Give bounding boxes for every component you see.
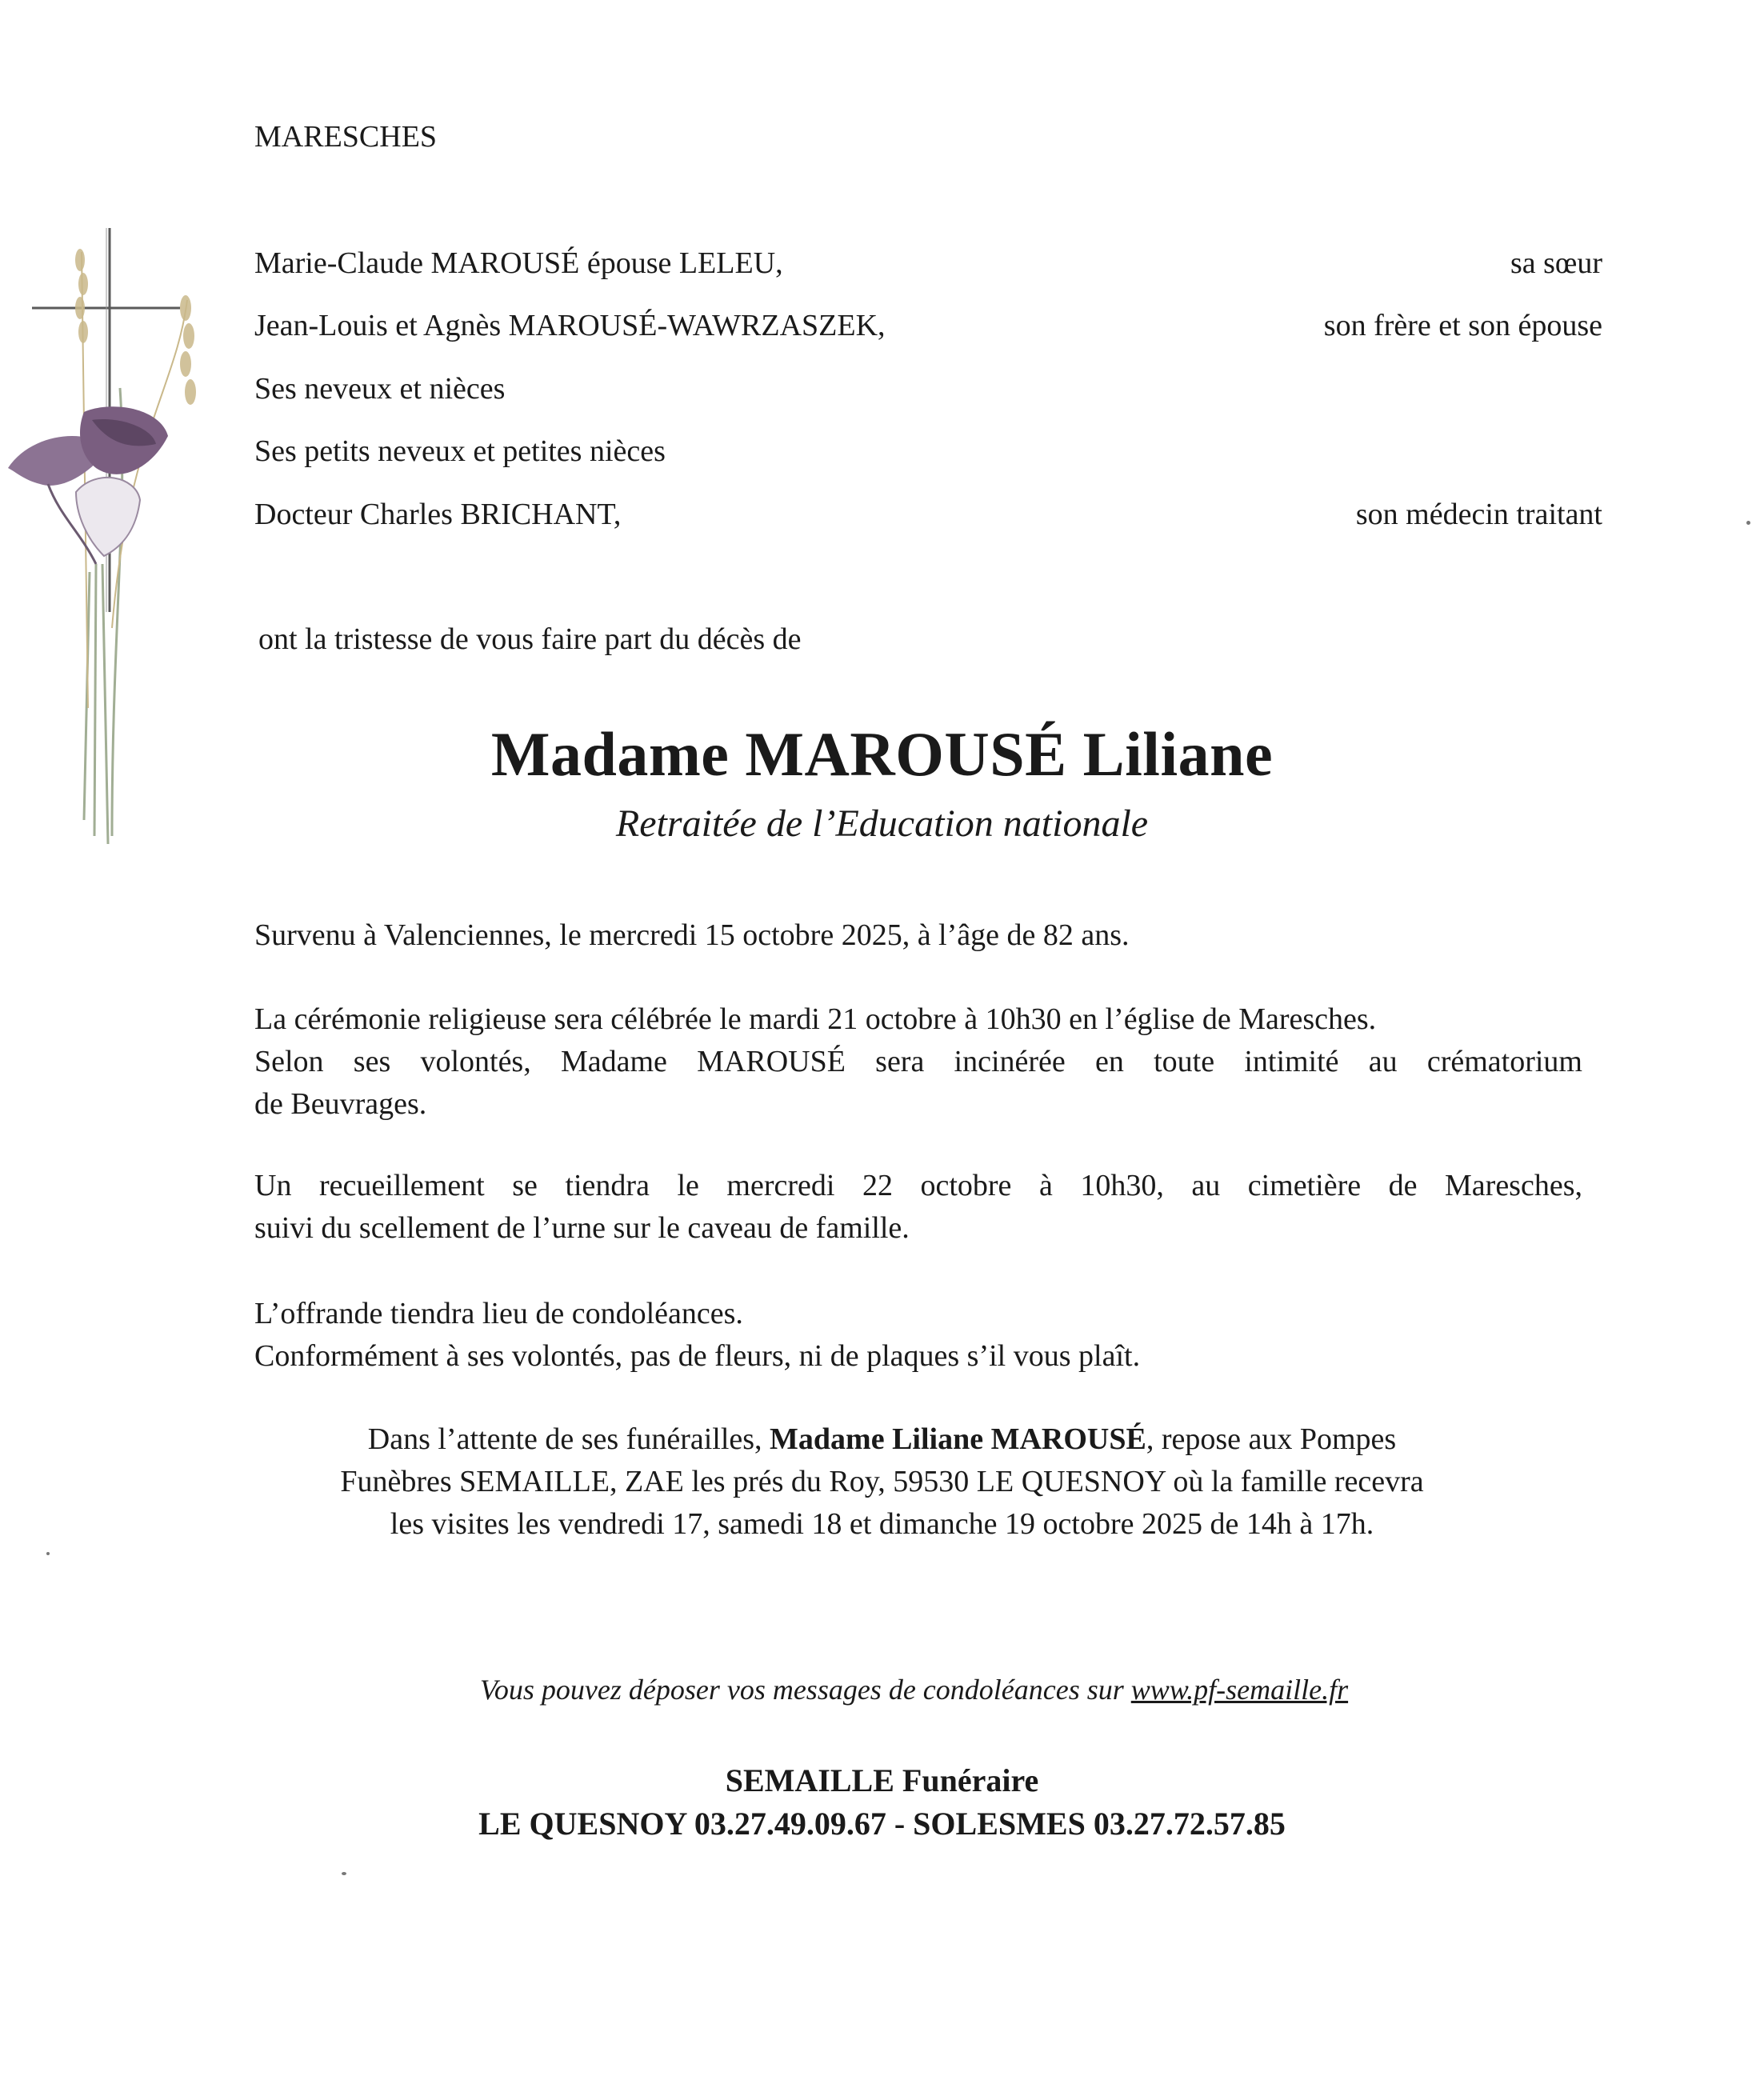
footer-company: SEMAILLE Funéraire [725, 1762, 1039, 1798]
family-relation-2: son frère et son épouse [1323, 309, 1602, 342]
repose-name-bold: Madame Liliane MAROUSÉ [770, 1422, 1146, 1456]
ceremony-line-1: La cérémonie religieuse sera célébrée le mardi 21 octobre à 10h30 en l’église de Maresches. [254, 1002, 1377, 1036]
condolences-line [0, 1673, 1764, 1706]
family-name-3: Ses neveux et nièces [254, 372, 506, 406]
scan-speck [46, 1552, 50, 1555]
recueillement-line-1: Un recueillement se tiendra le mercredi 22 octobre à 10h30, au cimetière de Maresches, [254, 1169, 1582, 1202]
offrande-line-2: Conformément à ses volontés, pas de fleurs, ni de plaques s’il vous plaît. [254, 1339, 1141, 1373]
repose-line-1-start: Dans l’attente de ses funérailles, [367, 1422, 770, 1456]
repose-line-1-end: , repose aux Pompes [1146, 1422, 1397, 1456]
recueillement-line-2: suivi du scellement de l’urne sur le caveau de famille. [254, 1211, 910, 1245]
family-name-2: Jean-Louis et Agnès MAROUSÉ-WAWRZASZEK, [254, 309, 886, 342]
location-heading: MARESCHES [254, 120, 438, 154]
recueillement-paragraph [254, 1165, 1582, 1250]
repose-line-2: Funèbres SEMAILLE, ZAE les prés du Roy, 59530 LE QUESNOY où la famille recevra [340, 1465, 1424, 1498]
repose-line-1 [0, 1418, 1764, 1461]
ceremony-line-3: de Beuvrages. [254, 1087, 427, 1121]
repose-paragraph [0, 1418, 1764, 1546]
family-relation-5: son médecin traitant [1355, 498, 1602, 531]
family-name-4: Ses petits neveux et petites nièces [254, 434, 666, 468]
ceremony-line-2: Selon ses volontés, Madame MAROUSÉ sera incinérée en toute intimité au crématorium [254, 1045, 1582, 1078]
family-name-5: Docteur Charles BRICHANT, [254, 498, 622, 531]
family-name-1: Marie-Claude MAROUSÉ épouse LELEU, [254, 246, 783, 280]
scan-speck [342, 1872, 346, 1875]
deceased-title: Retraitée de l’Education nationale [615, 802, 1149, 845]
condolences-text: Vous pouvez déposer vos messages de condoléances sur [479, 1674, 1131, 1706]
family-relation-1: sa sœur [1510, 246, 1602, 280]
offrande-line-1: L’offrande tiendra lieu de condoléances. [254, 1297, 743, 1330]
announcement-text: ont la tristesse de vous faire part du décès de [258, 622, 802, 656]
wheat-icon [75, 249, 196, 405]
condolences-link[interactable]: www.pf-semaille.fr [1130, 1674, 1349, 1706]
offrande-paragraph [254, 1293, 1582, 1378]
calla-lily-icon [8, 406, 168, 564]
footer-contacts: LE QUESNOY 03.27.49.09.67 - SOLESMES 03.27.72.57.85 [478, 1806, 1286, 1842]
deceased-name: Madame MAROUSÉ Liliane [490, 719, 1274, 789]
ceremony-paragraph [254, 998, 1582, 1126]
repose-line-3: les visites les vendredi 17, samedi 18 et dimanche 19 octobre 2025 de 14h à 17h. [390, 1507, 1374, 1541]
scan-speck [1746, 521, 1750, 525]
death-info: Survenu à Valenciennes, le mercredi 15 octobre 2025, à l’âge de 82 ans. [254, 918, 1130, 952]
